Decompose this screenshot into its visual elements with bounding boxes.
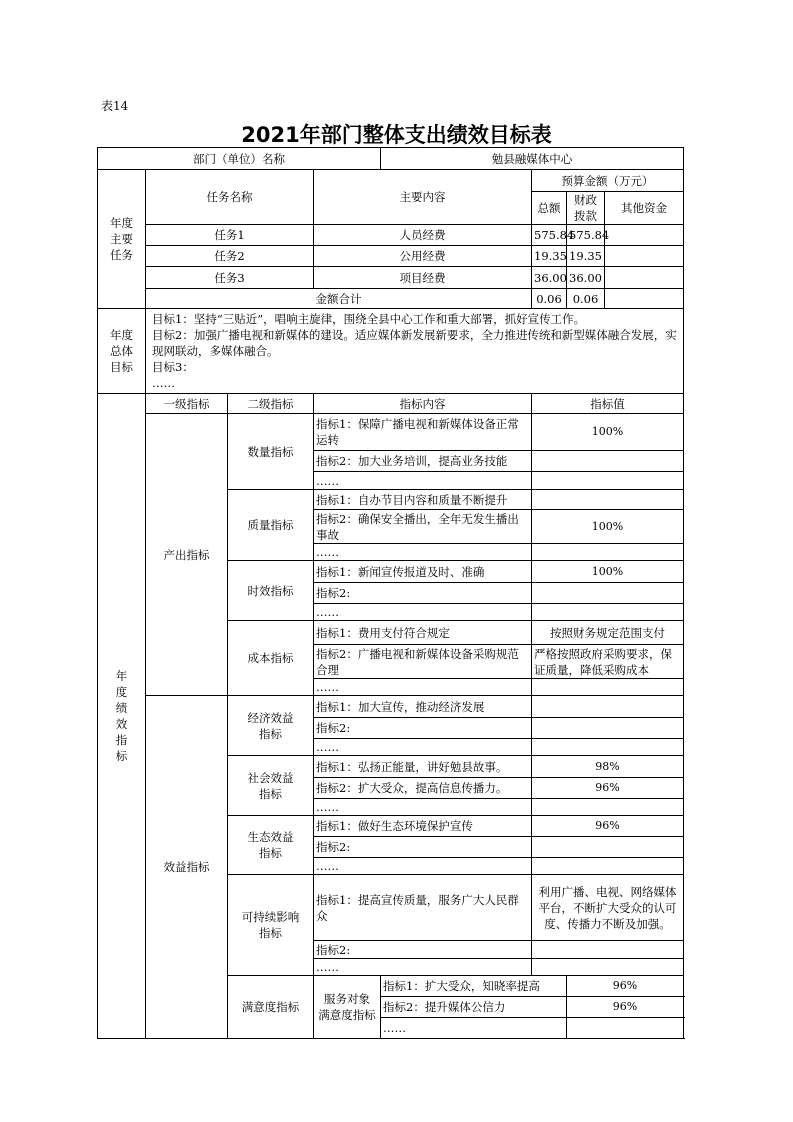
task-name: 任务3: [146, 267, 314, 289]
indicator-value: [532, 451, 684, 472]
lvl1-header: 一级指标: [146, 394, 228, 414]
indicator-value: [532, 941, 684, 959]
service-satisfaction-label: 服务对象 满意度指标: [314, 976, 381, 1039]
sum-label: 金额合计: [146, 289, 532, 309]
task-name: 任务2: [146, 246, 314, 267]
fiscal-header: 财政拨款: [567, 192, 605, 225]
indicator-content: 指标2：扩大受众，提高信息传播力。: [314, 778, 532, 799]
indicator-value: [532, 837, 684, 858]
indicator-content: ……: [314, 472, 532, 490]
indicator-content: 指标2：广播电视和新媒体设备采购规范合理: [314, 645, 532, 679]
task-other: [605, 267, 684, 289]
task-other: [605, 246, 684, 267]
task-name: 任务1: [146, 225, 314, 246]
indicator-value: [532, 858, 684, 875]
task-fiscal: 19.35: [567, 246, 605, 267]
indicator-value-header: 指标值: [532, 394, 684, 414]
indicator-value: [532, 739, 684, 756]
indicator-value: 100%: [532, 510, 684, 544]
task-fiscal: 36.00: [567, 267, 605, 289]
indicator-content: 指标1：扩大受众，知晓率提高: [381, 976, 567, 997]
indicator-value: [532, 799, 684, 816]
goal-line: ……: [152, 376, 175, 390]
indicator-value: [567, 1018, 684, 1039]
indicator-content: 指标1：做好生态环境保护宣传: [314, 816, 532, 837]
economic-indicator-label: 经济效益 指标: [228, 696, 314, 756]
quality-indicator-label: 质量指标: [228, 490, 314, 561]
dept-name: 勉县融媒体中心: [381, 148, 684, 170]
task-total: 575.84: [532, 225, 567, 246]
cost-indicator-label: 成本指标: [228, 621, 314, 696]
timeliness-indicator-label: 时效指标: [228, 561, 314, 621]
dept-label: 部门（单位）名称: [98, 148, 381, 170]
task-other: [605, 225, 684, 246]
output-indicator-label: 产出指标: [146, 414, 228, 696]
indicator-content: 指标2：加大业务培训，提高业务技能: [314, 451, 532, 472]
indicator-value: 96%: [532, 778, 684, 799]
task-content-header: 主要内容: [314, 170, 532, 225]
indicator-row: [98, 414, 684, 451]
indicator-value: [532, 544, 684, 561]
goal-line: 目标2：加强广播电视和新媒体的建设。适应媒体新发展新要求，全力推进传统和新型媒体融合发展，实现网联动，多媒体融合。: [152, 328, 677, 358]
indicator-content: ……: [314, 799, 532, 816]
indicator-content: 指标2:: [314, 718, 532, 739]
indicator-content: ……: [314, 604, 532, 621]
indicator-content: 指标1：自办节目内容和质量不断提升: [314, 490, 532, 510]
task-row: [98, 267, 684, 289]
indicator-value: [532, 696, 684, 718]
sum-fiscal: 0.06: [567, 289, 605, 309]
indicator-value: [532, 583, 684, 604]
task-total: 36.00: [532, 267, 567, 289]
indicator-value: [532, 490, 684, 510]
indicator-content: 指标2:: [314, 941, 532, 959]
indicator-row: [98, 696, 684, 718]
task-row: [98, 246, 684, 267]
indicator-content: ……: [314, 959, 532, 976]
indicator-content: ……: [314, 679, 532, 696]
indicator-value: 100%: [532, 561, 684, 583]
goals-section-label: 年度 总体 目标: [98, 309, 146, 394]
indicator-value: [532, 718, 684, 739]
performance-target-table: [97, 147, 684, 1039]
indicator-content: 指标2：提升媒体公信力: [381, 997, 567, 1018]
task-name-header: 任务名称: [146, 170, 314, 225]
effect-indicator-label: 效益指标: [146, 696, 228, 1039]
indicator-content: 指标2:: [314, 583, 532, 604]
indicator-content: ……: [314, 858, 532, 875]
satisfaction-indicator-label: 满意度指标: [228, 976, 314, 1039]
ecological-indicator-label: 生态效益 指标: [228, 816, 314, 875]
task-fiscal: 575.84: [567, 225, 605, 246]
indicator-value: [532, 604, 684, 621]
sum-other: [605, 289, 684, 309]
indicator-value: [532, 959, 684, 976]
indicator-value: [532, 679, 684, 696]
indicator-value: 严格按照政府采购要求，保证质量，降低采购成本: [532, 645, 684, 679]
quantity-indicator-label: 数量指标: [228, 414, 314, 490]
indicator-value: 96%: [532, 816, 684, 837]
indicator-content: 指标2：确保安全播出，全年无发生播出事故: [314, 510, 532, 544]
indicator-content: 指标1：保障广播电视和新媒体设备正常运转: [314, 414, 532, 451]
indicator-content: ……: [314, 544, 532, 561]
indicator-content: 指标1：提高宣传质量，服务广大人民群众: [314, 875, 532, 941]
indicator-content: 指标1：弘扬正能量，讲好勉县故事。: [314, 756, 532, 778]
goal-line: 目标3：: [152, 360, 194, 374]
indicator-content: 指标1：费用支付符合规定: [314, 621, 532, 645]
task-content: 项目经费: [314, 267, 532, 289]
task-content: 人员经费: [314, 225, 532, 246]
indicator-content: ……: [381, 1018, 567, 1039]
indicator-value: 100%: [532, 414, 684, 451]
task-content: 公用经费: [314, 246, 532, 267]
social-indicator-label: 社会效益 指标: [228, 756, 314, 816]
goal-line: 目标1：坚持“三贴近”，唱响主旋律，围绕全县中心工作和重大部署，抓好宣传工作。: [152, 312, 586, 326]
sum-total: 0.06: [532, 289, 567, 309]
other-funds-header: 其他资金: [605, 192, 684, 225]
tasks-section-label: 年度 主要 任务: [98, 170, 146, 309]
indicator-value: [532, 472, 684, 490]
indicator-value: 按照财务规定范围支付: [532, 621, 684, 645]
goals-text: [146, 309, 684, 394]
task-row: [98, 225, 684, 246]
table-label: 表14: [101, 99, 129, 113]
total-header: 总额: [532, 192, 567, 225]
indicator-value: 96%: [567, 976, 684, 997]
page-title: 2021年部门整体支出绩效目标表: [241, 123, 552, 147]
indicator-content-header: 指标内容: [314, 394, 532, 414]
indicator-content: 指标1：新闻宣传报道及时、准确: [314, 561, 532, 583]
indicator-value: 利用广播、电视、网络媒体平台，不断扩大受众的认可度、传播力不断及加强。: [532, 875, 684, 941]
perf-section-label: 年 度 绩 效 指 标: [98, 394, 146, 1039]
sustainable-indicator-label: 可持续影响 指标: [228, 875, 314, 976]
indicator-value: 96%: [567, 997, 684, 1018]
task-total: 19.35: [532, 246, 567, 267]
budget-header: 预算金额（万元）: [532, 170, 684, 192]
lvl2-header: 二级指标: [228, 394, 314, 414]
indicator-content: ……: [314, 739, 532, 756]
indicator-content: 指标1：加大宣传，推动经济发展: [314, 696, 532, 718]
indicator-content: 指标2:: [314, 837, 532, 858]
indicator-value: 98%: [532, 756, 684, 778]
